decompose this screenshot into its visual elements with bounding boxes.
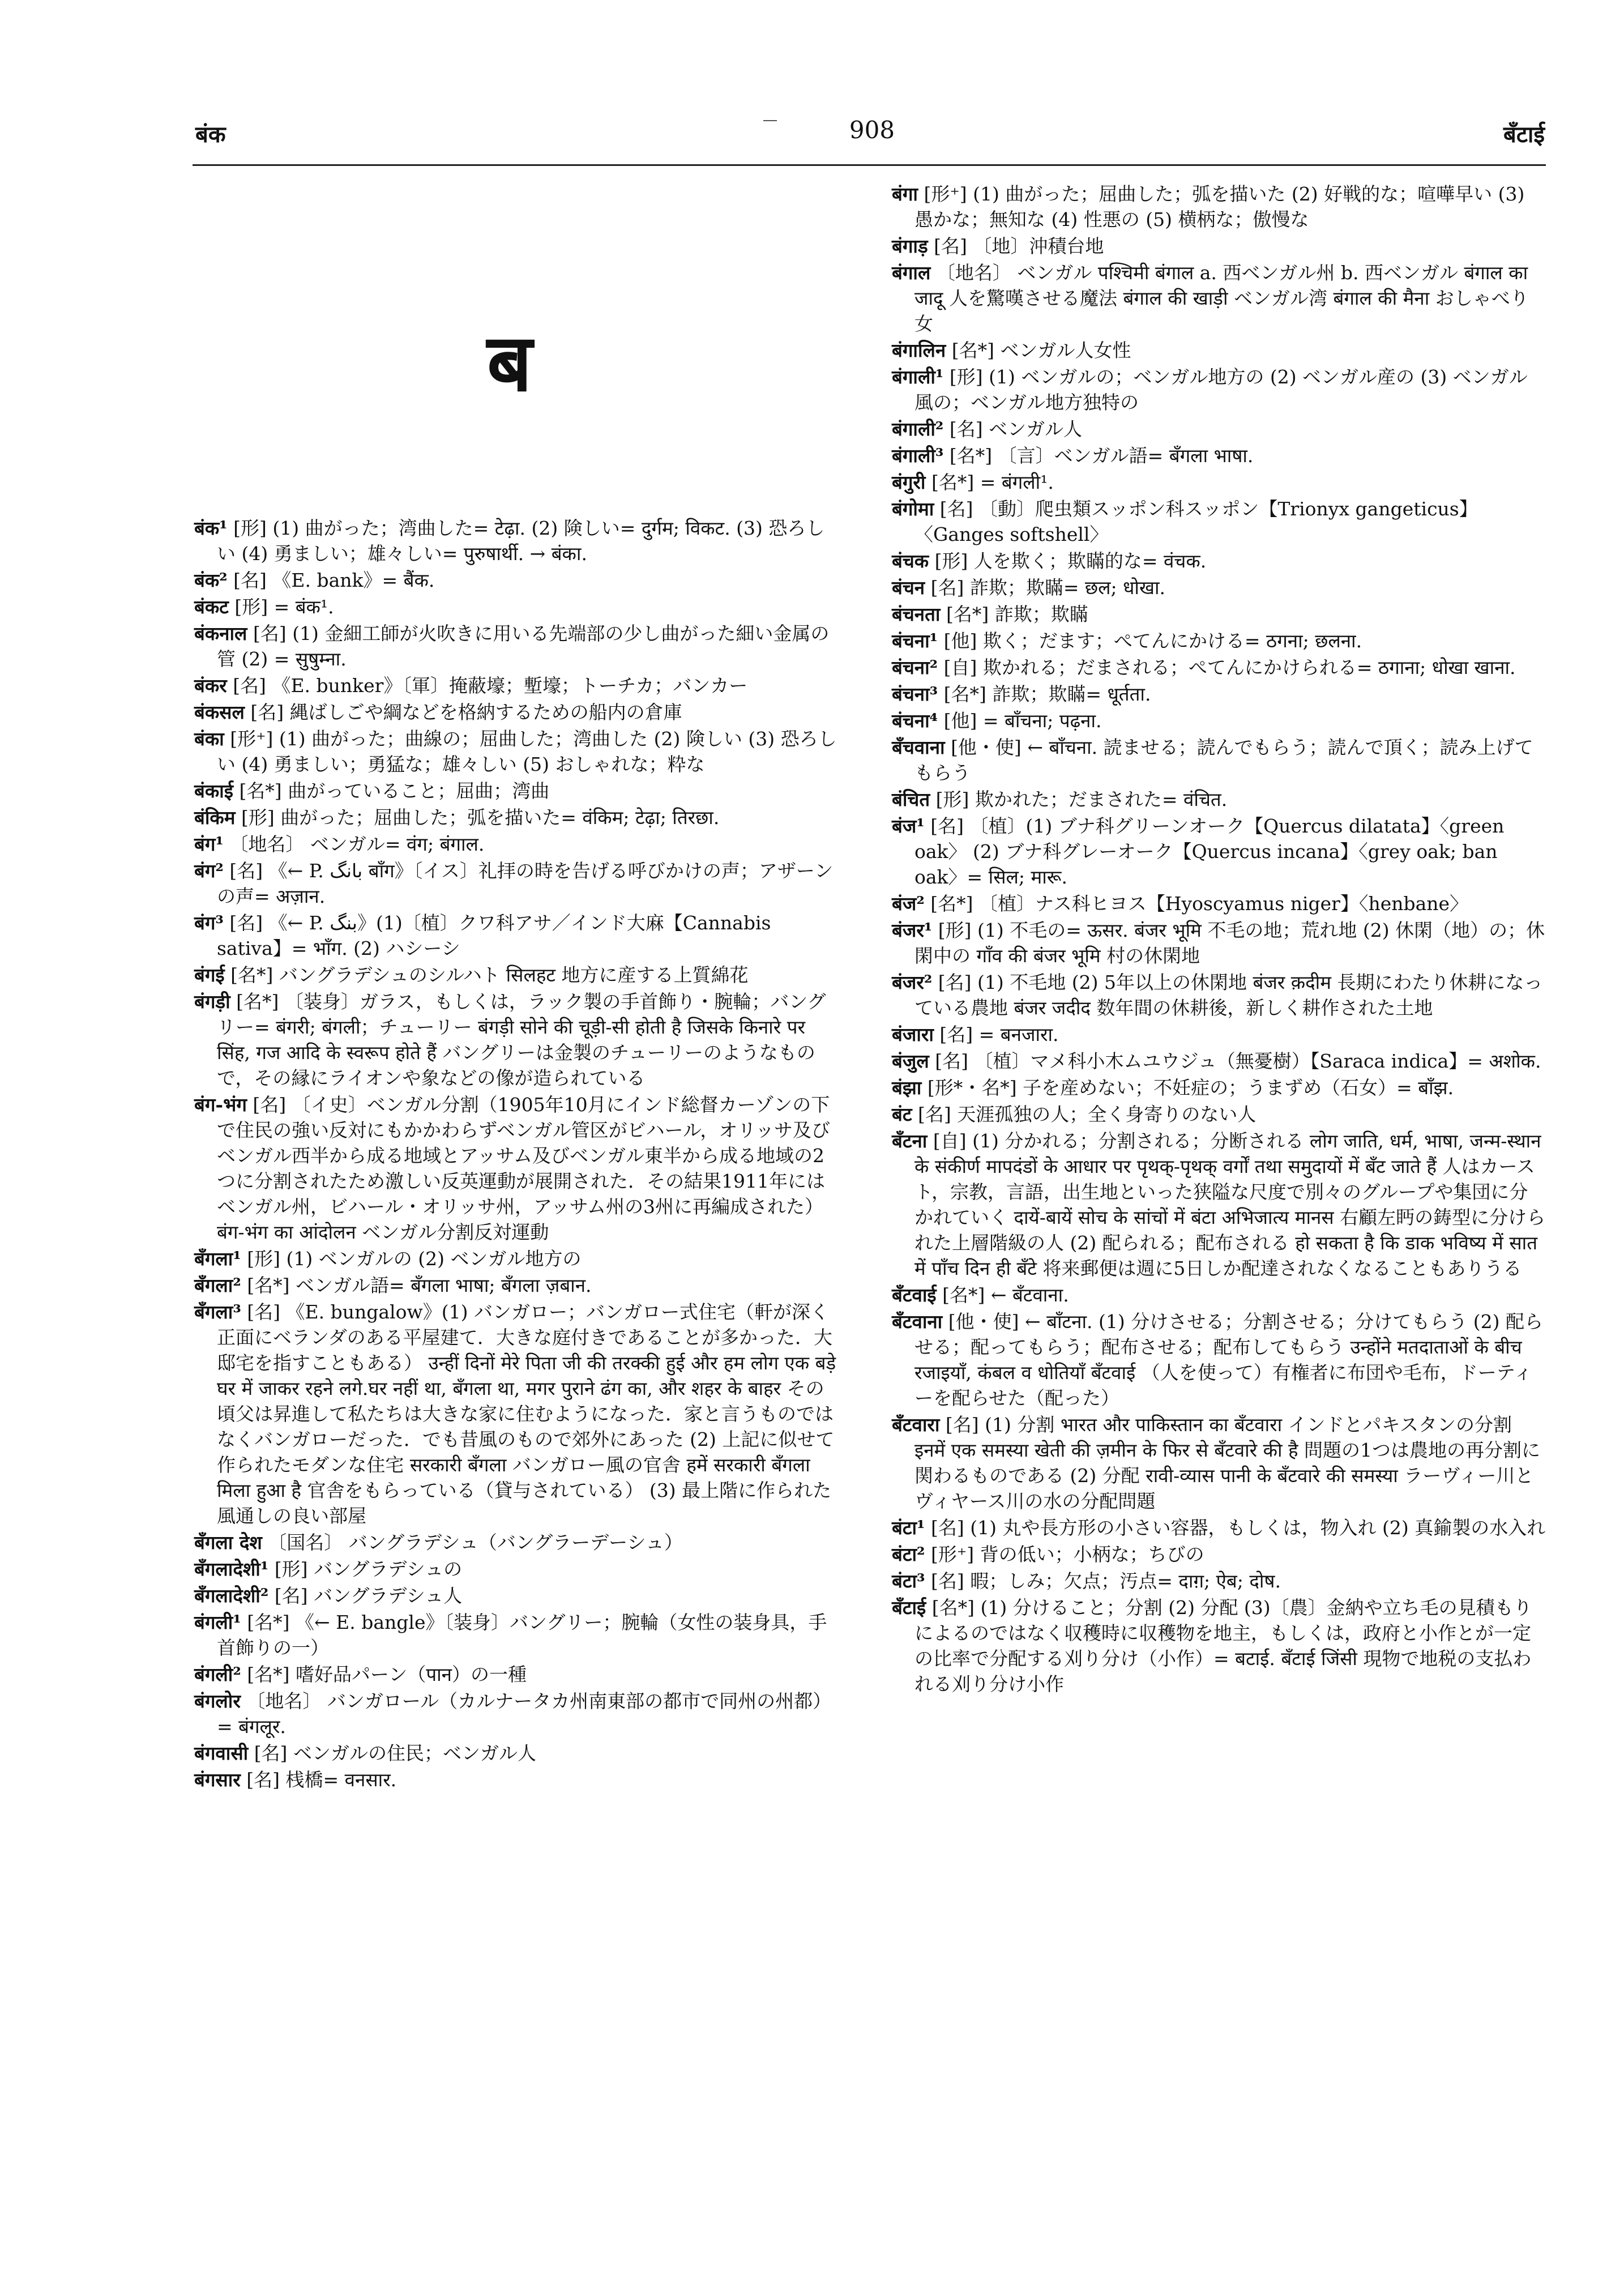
entry-pos-tag: [名] [247, 1301, 281, 1323]
entry-definition: 〔植〕マメ科小木ムユウジュ（無憂樹）【Saraca indica】= अशोक. [974, 1050, 1541, 1072]
entry-headword: बंगाल [892, 262, 931, 284]
dictionary-entry [194, 910, 840, 961]
entry-pos-tag: [名*] [943, 683, 986, 705]
dictionary-entry [892, 1128, 1546, 1281]
entry-definition: (1) 曲がった；曲線の；屈曲した；湾曲した (2) 険しい (3) 恐ろしい (4) 勇ましい；勇猛な；雄々しい (5) おしゃれな；粋な [217, 728, 837, 775]
entry-pos-tag: [形⁺] [924, 183, 967, 205]
entry-definition: 桟橋= वनसार. [285, 1769, 397, 1791]
dictionary-entry [892, 708, 1546, 733]
entry-definition: ベンガルの住民；ベンガル人 [293, 1742, 536, 1764]
entry-headword: बंचना¹ [892, 630, 938, 652]
entry-definition: 背の低い；小柄な；ちびの [980, 1543, 1204, 1565]
dictionary-entry [892, 1309, 1546, 1411]
entry-headword: बंटा¹ [892, 1517, 925, 1539]
dictionary-entry [892, 1075, 1546, 1100]
entry-headword: बँगला² [194, 1274, 241, 1296]
dictionary-entry [194, 1740, 840, 1766]
entry-pos-tag: [名*] [236, 991, 279, 1013]
entry-headword: बंज² [892, 893, 925, 915]
dictionary-entry [892, 787, 1546, 812]
dictionary-entry [892, 813, 1546, 890]
entry-definition: 〔イ史〕ベンガル分割（1905年10月にインド総督カーゾンの下で住民の強い反対にもかかわらずベンガル管区がビハール，オリッサ及びベンガル西半から成る地域とアッサム及びベンガル東半から成る地域の2つに分割されたため激しい反英運動が展開された．その結果1911年にはベンガル州，ビハール・オリッサ州，アッサム州の3州に再編成された） बंग-भंग का आंदोलन ベンガル分割反対運動 [217, 1094, 831, 1243]
entry-pos-tag: [名*] [930, 893, 973, 915]
entry-pos-tag: [形] [241, 806, 275, 829]
dictionary-entry [194, 567, 840, 593]
entry-headword: बंकनाल [194, 622, 247, 645]
entry-pos-tag: 〔地名〕 [246, 1690, 322, 1712]
entry-pos-tag: [名] [233, 569, 267, 591]
entry-headword: बंग-भंग [194, 1094, 247, 1116]
entry-definition: (1) 分けること；分割 (2) 分配 (3)〔農〕金納や立ち毛の見積もりによるのではなく収穫時に収穫物を地主，もしくは，政府と小作とが一定の比率で分配する刈り分け（小作）= बटाई. बँटाई जिंसी 現物で地税の支払われる刈り分け小作 [914, 1597, 1532, 1695]
dictionary-entry [892, 470, 1546, 495]
dictionary-entry [892, 575, 1546, 600]
entry-definition: 欺かれた；だまされた= वंचित. [975, 788, 1228, 810]
entry-pos-tag: [形*・名*] [927, 1077, 1017, 1099]
entry-pos-tag: [名] [246, 1769, 280, 1791]
entry-headword: बंचन [892, 577, 925, 599]
entry-definition: ← बाँटना. (1) 分けさせる；分割させる；分けてもらう (2) 配らせる；配ってもらう；配布させる；配布してもらう उन्होंने मतदाताओं के बीच रजाइयाँ, कंबल व धोतियाँ बँटवाई （人を使って）有権者に布団や毛布，ドーティーを配らせた（配った） [914, 1311, 1543, 1409]
entry-headword: बँटवारा [892, 1414, 940, 1436]
entry-definition: 《← P. بنگ》(1)〔植〕クワ科アサ／インド大麻【Cannabis sativa】= भाँग. (2) ハシーシ [217, 912, 771, 959]
entry-pos-tag: [形] [234, 596, 268, 618]
entry-pos-tag: [名] [930, 1570, 964, 1592]
left-column [194, 515, 840, 1794]
entry-pos-tag: [形] [274, 1558, 308, 1580]
dictionary-entry [194, 989, 840, 1091]
entry-definition: バングラデシュのシルハト सिलहट 地方に産する上質綿花 [279, 964, 749, 986]
page-number: 908 [849, 116, 895, 144]
entry-pos-tag: [名] [930, 1517, 964, 1539]
entry-headword: बँगला³ [194, 1301, 241, 1323]
entry-pos-tag: [名*] [931, 1597, 975, 1619]
entry-pos-tag: [名] [233, 675, 266, 697]
entry-headword: बंजुल [892, 1050, 929, 1072]
dictionary-entry [892, 628, 1546, 654]
entry-definition: 〔装身〕ガラス，もしくは，ラック製の手首飾り・腕輪；バングリー= बंगरी; बंगली；チューリー बंगड़ी सोने की चूड़ी-सी होती है जिसके किनारे पर सिंह, गज आदि के स्वरूप होते हैं バングリーは金製のチューリーのようなもので，その縁にライオンや象などの像が造られている [217, 991, 826, 1089]
entry-definition: 暇；しみ；欠点；汚点= दाग़; ऐब; दोष. [970, 1570, 1281, 1592]
entry-definition: (1) 金細工師が火吹きに用いる先端部の少し曲がった細い金属の管 (2) = सुषुम्ना. [217, 622, 830, 670]
entry-headword: बंजारा [892, 1023, 934, 1045]
entry-headword: बंकाई [194, 780, 233, 802]
dictionary-entry [892, 416, 1546, 442]
dictionary-entry [892, 181, 1546, 232]
dictionary-entry [194, 699, 840, 725]
entry-pos-tag: [名*] [239, 780, 282, 802]
entry-headword: बंचना⁴ [892, 710, 938, 732]
entry-definition: = बंगली¹. [980, 471, 1054, 493]
entry-definition: 〔地〕沖積台地 [973, 235, 1104, 257]
dictionary-entry [892, 891, 1546, 916]
entry-headword: बंगली² [194, 1663, 241, 1685]
entry-headword: बंगा [892, 183, 918, 205]
entry-pos-tag: [他] [943, 630, 977, 652]
entry-pos-tag: [名*] [949, 445, 993, 467]
entry-definition: (1) 曲がった；湾曲した= टेढ़ा. (2) 険しい= दुर्गम; विकट. (3) 恐ろしい (4) 勇ましい；雄々しい= पुरुषार्थी. → बंका. [217, 517, 825, 565]
entry-definition: (1) 丸や長方形の小さい容器，もしくは，物入れ (2) 真鍮製の水入れ [970, 1517, 1546, 1539]
entry-headword: बंझा [892, 1077, 922, 1099]
entry-definition: 《← E. bangle》〔装身〕バングリー；腕輪（女性の装身具，手首飾りの一） [217, 1611, 827, 1659]
entry-definition: バングラデシュ（バングラーデーシュ） [348, 1531, 683, 1553]
entry-pos-tag: 〔地名〕 [229, 833, 305, 855]
dictionary-entry [892, 364, 1546, 415]
entry-pos-tag: [他] [943, 710, 977, 732]
dictionary-entry [892, 233, 1546, 259]
entry-pos-tag: [他・使] [951, 736, 1022, 758]
dictionary-entry [194, 962, 840, 988]
entry-definition: 縄ばしごや綱などを格納するための船内の倉庫 [289, 701, 682, 723]
dictionary-entry [892, 735, 1546, 786]
entry-headword: बंगवासी [194, 1742, 249, 1764]
entry-definition: ベンガル人 [989, 418, 1083, 440]
dictionary-entry [892, 443, 1546, 468]
entry-headword: बंज¹ [892, 815, 925, 837]
entry-definition: ベンガル語= बँगला भाषा; बँगला ज़बान. [296, 1274, 592, 1296]
entry-headword: बंग³ [194, 912, 224, 934]
entry-definition: 《E. bungalow》(1) バンガロー；バンガロー式住宅（軒が深く正面にベランダのある平屋建て．大きな庭付きであることが多かった．大邸宅を指すこともある） उन्हीं दिनों मेरे पिता जी की तरक्की हुई और हम लोग एक बड़े घर में जाकर रहने लगे.घर नहीं था, बँगला था, मगर पुराने ढंग का, और शहर के बाहर その頃父は昇進して私たちは大きな家に住むようになった．家と言うものではなくバンガローだった．でも昔風のもので郊外にあった (2) 上記に似せて作られたモダンな住宅 सरकारी बँगला バンガロー風の官舎 हमें सरकारी बँगला मिला हुआ है 官舎をもらっている（貸与されている） (3) 最上階に作られた風通しの良い部屋 [217, 1301, 836, 1527]
entry-headword: बंगाड़ [892, 235, 928, 257]
entry-definition: 天涯孤独の人；全く身寄りのない人 [957, 1103, 1257, 1125]
entry-pos-tag: [名] [935, 1050, 968, 1072]
entry-pos-tag: [名] [253, 1094, 287, 1116]
entry-pos-tag: [名*] [247, 1611, 290, 1633]
entry-definition: バンガロール（カルナータカ州南東部の都市で同州の州都）= बंगलूर. [217, 1690, 832, 1738]
dictionary-entry [892, 338, 1546, 363]
entry-definition: (1) ベンガルの (2) ベンガル地方の [286, 1248, 582, 1270]
entry-headword: बंचना² [892, 656, 938, 678]
entry-definition: ← बाँचना. 読ませる；読んでもらう；読んで頂く；読み上げてもらう [914, 736, 1533, 784]
entry-pos-tag: [名] [250, 701, 284, 723]
entry-pos-tag: [自] [933, 1130, 967, 1152]
entry-pos-tag: [名] [229, 912, 263, 934]
entry-definition: ← बँटवाना. [990, 1284, 1069, 1306]
dictionary-entry [194, 515, 840, 566]
dictionary-entry [892, 1048, 1546, 1074]
entry-pos-tag: [他・使] [948, 1311, 1019, 1333]
entry-headword: बंगाली² [892, 418, 944, 440]
entry-headword: बंटा³ [892, 1570, 925, 1592]
entry-headword: बंग² [194, 860, 224, 882]
dictionary-entry [194, 1530, 840, 1555]
entry-pos-tag: 〔地名〕 [936, 262, 1011, 284]
section-letter: ब [487, 317, 532, 409]
dictionary-entry [194, 621, 840, 672]
entry-definition: (1) 不毛の= ऊसर. बंजर भूमि 不毛の地；荒れ地 (2) 休閑（地）の；休閑中の गाँव की बंजर भूमि 村の休閑地 [914, 919, 1545, 967]
entry-definition: (1) 分かれる；分割される；分断される लोग जाति, धर्म, भाषा, जन्म-स्थान के संकीर्ण मापदंडों के आधार पर पृथक्-पृथक् वर्गों तथा समुदायों में बँट जाते हैं 人はカースト，宗教，言語，出生地といった狭隘な尺度で別々のグループや集団に分かれていく दायें-बायें सोच के सांचों में बंटा अभिजात्य मानस 右顧左眄の鋳型に分けられた上層階級の人 (2) 配られる；配布される हो सकता है कि डाक भविष्य में सात में पाँच दिन ही बँटे 将来郵便は週に5日しか配達されなくなることもありうる [914, 1130, 1546, 1279]
entry-definition: 欺く；だます；ぺてんにかける= ठगना; छलना. [982, 630, 1362, 652]
dictionary-entry [892, 1595, 1546, 1697]
entry-pos-tag: [名] [934, 235, 967, 257]
dictionary-entry [892, 655, 1546, 680]
entry-definition: 欺かれる；だまされる；ぺてんにかけられる= ठगाना; धोखा खाना. [982, 656, 1516, 678]
entry-pos-tag: [形] [934, 550, 968, 572]
entry-headword: बँटाई [892, 1597, 926, 1619]
entry-headword: बंचना³ [892, 683, 938, 705]
entry-headword: बंगसार [194, 1769, 241, 1791]
dictionary-entry [194, 1767, 840, 1792]
entry-definition: バングラデシュの [314, 1558, 463, 1580]
entry-headword: बंजर² [892, 971, 933, 993]
entry-definition: 《E. bank》= बैंक. [272, 569, 435, 591]
entry-definition: (1) 分割 भारत और पाकिस्तान का बँटवारा インドとパキスタンの分割 इनमें एक समस्या खेती की ज़मीन के फिर से बँटवारे की है 問題の1つは農地の再分割に関わるものである (2) 分配 रावी-व्यास पानी के बँटवारे की समस्या ラーヴィー川とヴィヤース川の水の分配問題 [914, 1414, 1541, 1512]
dictionary-entry [194, 831, 840, 857]
entry-headword: बंकट [194, 596, 229, 618]
entry-pos-tag: [自] [943, 656, 977, 678]
entry-headword: बंचक [892, 550, 929, 572]
dictionary-entry [892, 1412, 1546, 1514]
entry-pos-tag: [名*] [230, 964, 273, 986]
dictionary-entry [194, 673, 840, 698]
dictionary-entry [892, 917, 1546, 968]
entry-pos-tag: [名*] [946, 603, 989, 625]
dictionary-entry [892, 681, 1546, 707]
entry-definition: ベンガル= वंग; बंगाल. [310, 833, 485, 855]
entry-definition: 詐欺；欺瞞= छल; धोखा. [969, 577, 1166, 599]
entry-definition: (1) 曲がった；屈曲した；弧を描いた (2) 好戦的な；喧嘩早い (3) 愚かな；無知な (4) 性悪の (5) 横柄な；傲慢な [914, 183, 1525, 231]
dictionary-entry [892, 1022, 1546, 1047]
entry-headword: बँगला¹ [194, 1248, 241, 1270]
dictionary-entry [892, 1515, 1546, 1540]
entry-pos-tag: [形] [938, 919, 972, 941]
dictionary-entry [892, 1542, 1546, 1567]
entry-definition: 《← P. بانگ बाँग》〔イス〕礼拝の時を告げる呼びかけの声；アザーンの声= अज़ान. [217, 860, 834, 907]
dictionary-entry [194, 1092, 840, 1245]
entry-headword: बँगलादेशी¹ [194, 1558, 269, 1580]
entry-headword: बँगला देश [194, 1531, 262, 1553]
dictionary-entry [892, 1102, 1546, 1127]
entry-pos-tag: [名] [917, 1103, 951, 1125]
entry-headword: बंक¹ [194, 517, 228, 539]
entry-headword: बंकर [194, 675, 227, 697]
entry-pos-tag: [名] [938, 971, 972, 993]
entry-headword: बंचित [892, 788, 930, 810]
dictionary-entry [194, 1273, 840, 1298]
entry-pos-tag: [名*] [942, 1284, 985, 1306]
entry-definition: (1) ベンガルの；ベンガル地方の (2) ベンガル産の (3) ベンガル風の；ベンガル地方独特の [914, 366, 1528, 413]
entry-definition: バングラデシュ人 [314, 1585, 463, 1607]
dictionary-entry [892, 1282, 1546, 1308]
entry-pos-tag: 〔国名〕 [268, 1531, 343, 1553]
dictionary-entry [892, 260, 1546, 336]
entry-definition: = बनजारा. [978, 1023, 1059, 1045]
entry-headword: बंट [892, 1103, 912, 1125]
header-left-guide-word: बंक [195, 121, 226, 148]
entry-headword: बंगली¹ [194, 1611, 241, 1633]
entry-headword: बंगई [194, 964, 225, 986]
dictionary-entry [194, 1299, 840, 1529]
right-column [892, 181, 1546, 1698]
entry-headword: बँटना [892, 1130, 928, 1152]
entry-headword: बँटवाई [892, 1284, 937, 1306]
entry-definition: ベンガル人女性 [1000, 339, 1131, 361]
dictionary-entry [194, 778, 840, 804]
entry-headword: बंकसल [194, 701, 245, 723]
entry-definition: = बाँचना; पढ़ना. [982, 710, 1102, 732]
entry-pos-tag: [名] [229, 860, 263, 882]
dictionary-entry [194, 1688, 840, 1739]
entry-pos-tag: [形] [949, 366, 983, 388]
dictionary-entry [194, 1246, 840, 1271]
entry-definition: 人を欺く；欺瞞的な= वंचक. [973, 550, 1207, 572]
entry-headword: बंगोमा [892, 498, 934, 520]
entry-headword: बंगलोर [194, 1690, 241, 1712]
entry-headword: बंगाली¹ [892, 366, 944, 388]
dictionary-entry [892, 601, 1546, 627]
entry-definition: 《E. bunker》〔軍〕掩蔽壕；塹壕；トーチカ；バンカー [272, 675, 748, 697]
entry-definition: 〔動〕爬虫類スッポン科スッポン【Trionyx gangeticus】〈Ganges softshell〉 [914, 498, 1478, 545]
dictionary-entry [892, 496, 1546, 547]
entry-pos-tag: [名] [939, 1023, 973, 1045]
entry-headword: बंचनता [892, 603, 941, 625]
dictionary-entry [194, 858, 840, 909]
entry-pos-tag: [名*] [931, 471, 975, 493]
dictionary-entry [892, 548, 1546, 574]
dictionary-entry [194, 1662, 840, 1687]
entry-definition: = बंक¹. [273, 596, 334, 618]
entry-definition: 詐欺；欺瞞 [994, 603, 1088, 625]
header-rule [193, 164, 1546, 166]
entry-headword: बंका [194, 728, 224, 750]
entry-definition: 詐欺；欺瞞= धूर्तता. [992, 683, 1151, 705]
dictionary-entry [892, 970, 1546, 1021]
entry-definition: 〔植〕(1) ブナ科グリーンオーク【Quercus dilatata】〈green oak〉 (2) ブナ科グレーオーク【Quercus incana】〈grey oak; ban oak〉= सिल; मारू. [914, 815, 1505, 888]
entry-pos-tag: [名] [274, 1585, 308, 1607]
entry-pos-tag: [形⁺] [230, 728, 273, 750]
entry-pos-tag: [形] [935, 788, 969, 810]
dictionary-entry [194, 805, 840, 830]
dictionary-entry [194, 1556, 840, 1582]
dictionary-entry [194, 594, 840, 620]
entry-pos-tag: [名] [945, 1414, 979, 1436]
entry-pos-tag: [形⁺] [930, 1543, 975, 1565]
entry-headword: बंक² [194, 569, 228, 591]
dictionary-entry [194, 1583, 840, 1608]
entry-headword: बँटवाना [892, 1311, 943, 1333]
entry-headword: बंगुरी [892, 471, 926, 493]
dictionary-entry [194, 1610, 840, 1661]
entry-headword: बंटा² [892, 1543, 925, 1565]
entry-definition: 曲がっていること；屈曲；湾曲 [288, 780, 550, 802]
entry-pos-tag: [形] [233, 517, 267, 539]
entry-pos-tag: [名*] [247, 1663, 290, 1685]
entry-definition: 曲がった；屈曲した；弧を描いた= वंकिम; टेढ़ा; तिरछा. [280, 806, 720, 829]
entry-pos-tag: [名] [939, 498, 973, 520]
entry-pos-tag: [名] [930, 577, 964, 599]
entry-headword: बंकिम [194, 806, 236, 829]
entry-pos-tag: [名] [930, 815, 964, 837]
entry-definition: 〔植〕ナス科ヒヨス【Hyoscyamus niger】〈henbane〉 [979, 893, 1469, 915]
entry-headword: बंग¹ [194, 833, 224, 855]
entry-headword: बंगड़ी [194, 991, 230, 1013]
entry-definition: ベンガル पश्चिमी बंगाल a. 西ベンガル州 b. 西ベンガル बंगाल का जादू 人を驚嘆させる魔法 बंगाल की खाड़ी ベンガル湾 बंगाल की मैना おしゃべり女 [914, 262, 1529, 335]
entry-pos-tag: [名] [254, 1742, 288, 1764]
entry-headword: बंगालिन [892, 339, 946, 361]
entry-headword: बँगलादेशी² [194, 1585, 269, 1607]
entry-definition: 嗜好品パーン（पान）の一種 [296, 1663, 527, 1685]
entry-headword: बँचवाना [892, 736, 945, 758]
entry-headword: बंजर¹ [892, 919, 933, 941]
entry-pos-tag: [名] [253, 622, 287, 645]
entry-definition: (1) 不毛地 (2) 5年以上の休閑地 बंजर क़दीम 長期にわたり休耕になっている農地 बंजर जदीद 数年間の休耕後，新しく耕作された土地 [914, 971, 1543, 1019]
entry-definition: 子を産めない；不妊症の；うまずめ（石女）= बाँझ. [1023, 1077, 1454, 1099]
entry-pos-tag: [形] [247, 1248, 281, 1270]
entry-pos-tag: [名*] [247, 1274, 290, 1296]
entry-headword: बंगाली³ [892, 445, 944, 467]
header-right-guide-word: बँटाई [1503, 121, 1545, 148]
dictionary-entry [194, 726, 840, 777]
entry-definition: 〔言〕ベンガル語= बँगला भाषा. [998, 445, 1254, 467]
entry-pos-tag: [名] [949, 418, 983, 440]
entry-pos-tag: [名*] [951, 339, 994, 361]
dictionary-entry [892, 1568, 1546, 1594]
